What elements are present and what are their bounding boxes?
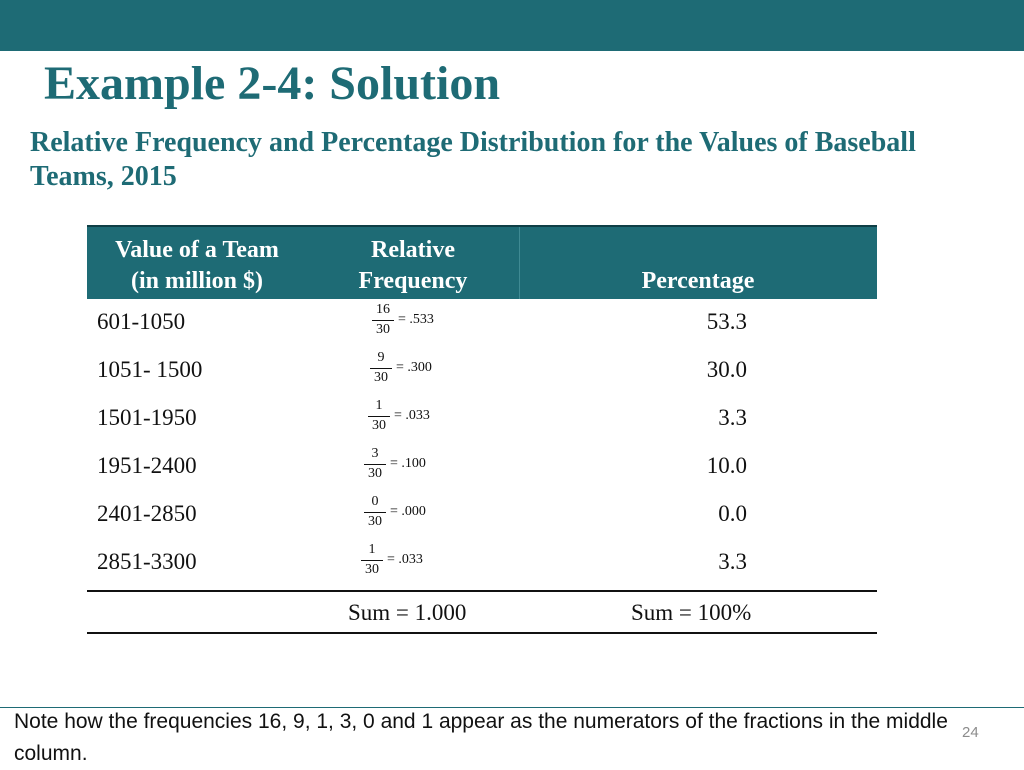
fraction-result: = .533 bbox=[398, 312, 434, 327]
fraction-result: = .100 bbox=[390, 456, 426, 471]
fraction-numerator: 0 bbox=[364, 493, 386, 513]
cell-percentage: 53.3 bbox=[706, 309, 747, 334]
slide-title: Example 2-4: Solution bbox=[44, 57, 501, 110]
cell-value: 2401-2850 bbox=[97, 501, 197, 526]
fraction-result: = .033 bbox=[394, 408, 430, 423]
header-relative-frequency bbox=[323, 235, 503, 297]
table-row bbox=[87, 395, 877, 443]
header-relfreq-line2: Frequency bbox=[358, 268, 468, 294]
table-row bbox=[87, 539, 877, 587]
cell-percentage: 10.0 bbox=[706, 453, 747, 478]
cell-value: 1051- 1500 bbox=[97, 357, 203, 382]
slide-subtitle: Relative Frequency and Percentage Distribution for the Values of Baseball Teams, 2015 bbox=[30, 127, 916, 192]
fraction bbox=[372, 301, 394, 338]
page-number: 24 bbox=[962, 724, 979, 741]
fraction-denominator: 30 bbox=[365, 562, 379, 577]
header-percentage: Percentage bbox=[641, 268, 755, 294]
fraction-result: = .033 bbox=[387, 552, 423, 567]
header-value-line2: (in million $) bbox=[130, 268, 263, 294]
fraction-numerator: 16 bbox=[372, 301, 394, 321]
sum-percentage: Sum = 100% bbox=[631, 600, 752, 625]
table-row bbox=[87, 347, 877, 395]
cell-percentage: 3.3 bbox=[718, 405, 747, 430]
header-value-line1: Value of a Team bbox=[115, 237, 279, 263]
fraction-numerator: 9 bbox=[370, 349, 392, 369]
header-bar bbox=[0, 0, 1024, 51]
table-divider bbox=[87, 590, 877, 592]
fraction-denominator: 30 bbox=[372, 418, 386, 433]
fraction-numerator: 3 bbox=[364, 445, 386, 465]
cell-value: 1501-1950 bbox=[97, 405, 197, 430]
table-header bbox=[87, 225, 877, 299]
fraction-result: = .000 bbox=[390, 504, 426, 519]
cell-percentage: 0.0 bbox=[718, 501, 747, 526]
fraction-numerator: 1 bbox=[368, 397, 390, 417]
fraction bbox=[361, 541, 383, 578]
fraction bbox=[364, 445, 386, 482]
cell-percentage: 30.0 bbox=[706, 357, 747, 382]
cell-percentage: 3.3 bbox=[718, 549, 747, 574]
fraction bbox=[364, 493, 386, 530]
fraction-denominator: 30 bbox=[374, 370, 388, 385]
fraction bbox=[368, 397, 390, 434]
table-body bbox=[87, 299, 877, 587]
table-row bbox=[87, 491, 877, 539]
cell-value: 2851-3300 bbox=[97, 549, 197, 574]
sum-relative-frequency: Sum = 1.000 bbox=[348, 600, 467, 625]
fraction bbox=[370, 349, 392, 386]
fraction-denominator: 30 bbox=[376, 322, 390, 337]
table-bottom-rule bbox=[87, 632, 877, 634]
header-relfreq-line1: Relative bbox=[371, 237, 455, 263]
fraction-denominator: 30 bbox=[368, 466, 382, 481]
footnote: Note how the frequencies 16, 9, 1, 3, 0 and 1 appear as the numerators of the fractions in the middle column. bbox=[14, 710, 948, 765]
cell-value: 1951-2400 bbox=[97, 453, 197, 478]
table-row bbox=[87, 443, 877, 491]
fraction-result: = .300 bbox=[396, 360, 432, 375]
table-row bbox=[87, 299, 877, 347]
frequency-table bbox=[87, 225, 877, 635]
cell-value: 601-1050 bbox=[97, 309, 186, 334]
header-value bbox=[87, 235, 307, 297]
fraction-numerator: 1 bbox=[361, 541, 383, 561]
fraction-denominator: 30 bbox=[368, 514, 382, 529]
